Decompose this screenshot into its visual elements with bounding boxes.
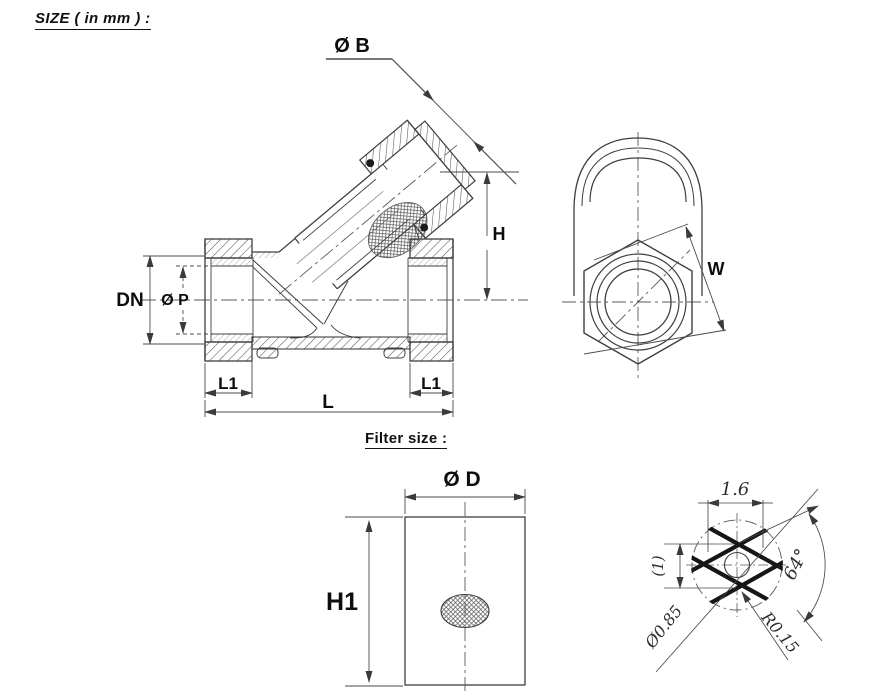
filter-mesh-spot	[441, 595, 489, 628]
page-title: SIZE ( in mm ) :	[35, 10, 151, 30]
cap-plug	[415, 121, 475, 189]
dim-label-l: L	[322, 392, 334, 413]
detail-label-pitch: 1.6	[720, 479, 750, 500]
dim-label-l1-left: L1	[218, 374, 238, 393]
dim-label-w: W	[707, 259, 725, 279]
main-section-view	[140, 105, 528, 361]
dim-label-dia-p: Ø P	[161, 292, 189, 309]
bottom-wall-section	[252, 337, 410, 349]
filter-view	[405, 502, 525, 694]
detail-label-fillet-radius: R0.15	[757, 608, 803, 657]
main-view-dimensions	[143, 59, 519, 417]
dim-label-dia-b: Ø B	[334, 35, 370, 57]
dim-label-h1: H1	[326, 588, 358, 616]
dim-label-h: H	[492, 224, 506, 244]
mesh-detail	[641, 479, 826, 672]
dim-label-dn: DN	[116, 290, 144, 311]
filter-section-title: Filter size :	[365, 430, 448, 447]
detail-label-angle: 64°	[779, 545, 813, 584]
detail-label-opening: (1)	[649, 555, 667, 577]
filter-view-dimensions	[345, 489, 525, 686]
dim-label-dia-d: Ø D	[443, 468, 481, 491]
cap-dome-outer	[574, 138, 702, 210]
detail-label-wire-dia: Ø0.85	[641, 601, 687, 652]
branch-assembly	[246, 105, 491, 334]
dim-label-l1-right: L1	[421, 374, 441, 393]
